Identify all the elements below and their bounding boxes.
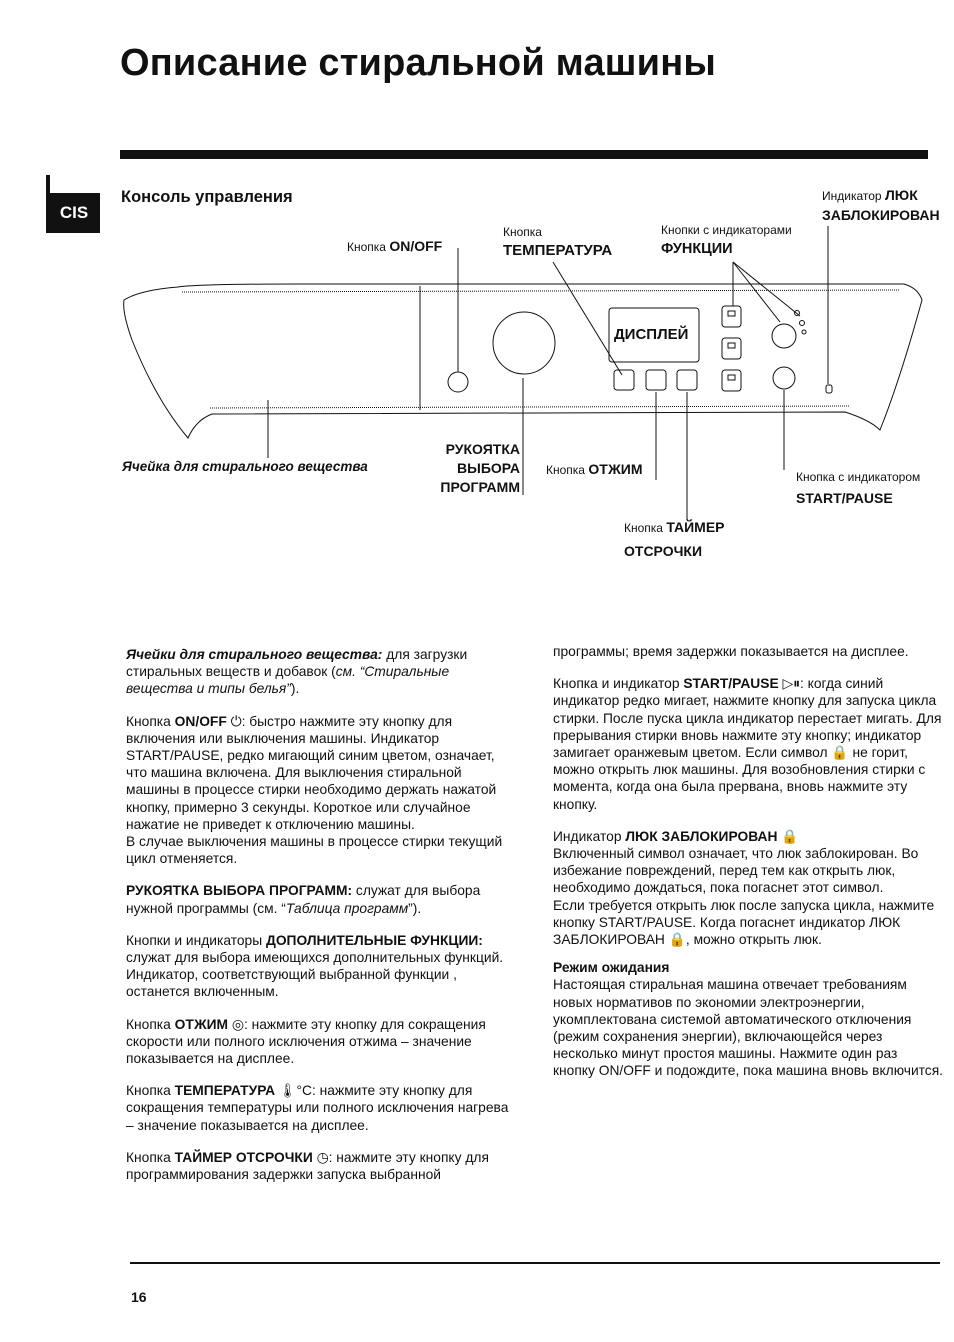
onoff-paragraph: Кнопка ON/OFF ⏻: быстро нажмите эту кнопку для включения или выключения машины. Индикатор START/PAUSE, редко мигающий синим цветом, означает, что машина включена. Для выключения стиральной машины в процессе стирки необходимо держать нажатой кнопку, примерно 3 секунды. Короткое или случайное нажатие не приведет к отключению машины. (126, 713, 497, 832)
lock-paragraph: Индикатор ЛЮК ЗАБЛОКИРОВАН 🔒 Включенный символ означает, что люк заблокирован. Во избежание повреждений, перед тем как открыть люк, необходимо дождаться, пока погаснет этот символ. (553, 828, 919, 896)
page-title: Описание стиральной машины (120, 42, 717, 84)
detergent-callout: Ячейка для стирального вещества (122, 459, 368, 474)
panel-inner-bottom (210, 406, 850, 408)
power-icon: ⏻ (230, 713, 242, 729)
timer-button (677, 370, 697, 390)
start-paragraph: Кнопка и индикатор START/PAUSE ▷⏸: когда синий индикатор редко мигает, нажмите кнопку для запуска цикла стирки. После пуска цикла индикатор перестает мигать. Для прерывания стирки вновь нажмите эту кнопку; индикатор замигает оранжевым цветом. Если символ 🔒 не горит, можно открыть люк машины. Для возобновления стирки с момента, когда она была прервана, вновь нажмите эту кнопку. (553, 676, 942, 812)
footer-rule (130, 1262, 940, 1264)
temperature-callout: Кнопка ТЕМПЕРАТУРА (503, 225, 613, 259)
standby-paragraph: Режим ожидания Настоящая стиральная машина отвечает требованиям новых нормативов по экономии электроэнергии, укомплектована системой автоматического отключения (режим сохранения энергии), включающейся через несколько минут простоя машины. Нажмите один раз кнопку ON/OFF и подождите, пока машина вновь включится. (553, 960, 944, 1079)
left-column (126, 646, 510, 1198)
right-column (553, 643, 943, 1095)
knob-callout: РУКОЯТКА ВЫБОРА ПРОГРАММ (440, 441, 520, 495)
start-pause-button (773, 367, 795, 389)
detergent-paragraph: Ячейки для стирального вещества: для загрузки стиральных веществ и добавок (см. “Стиральные вещества и типы белья”). (126, 647, 468, 697)
display-label: ДИСПЛЕЙ (614, 326, 689, 343)
onoff-callout: Кнопка ON/OFF (347, 238, 443, 254)
temperature-button (614, 370, 634, 390)
timer-callout: Кнопка ТАЙМЕР ОТСРОЧКИ (624, 519, 725, 559)
temperature-paragraph: Кнопка ТЕМПЕРАТУРА 🌡°C: нажмите эту кнопку для сокращения температуры или полного исключения нагрева – значение показывается на дисплее. (126, 1083, 509, 1133)
lock-paragraph-2: Если требуется открыть люк после запуска цикла, нажмите кнопку START/PAUSE. Когда погаснет индикатор ЛЮК ЗАБЛОКИРОВАН 🔒, можно открыть люк. (553, 897, 935, 948)
spin-paragraph: Кнопка ОТЖИМ ◎: нажмите эту кнопку для сокращения скорости или полного исключения отжима – значение показывается на дисплее. (126, 1016, 486, 1067)
region-tab: CIS (48, 193, 100, 233)
spin-button (646, 370, 666, 390)
door-locked-callout: Индикатор ЛЮК ЗАБЛОКИРОВАН (822, 187, 940, 223)
start-callout: Кнопка с индикатором START/PAUSE (796, 470, 921, 506)
start-pause-icon: ▷⏸ (782, 676, 801, 692)
door-locked-led (826, 385, 832, 393)
function-led-3 (728, 375, 735, 380)
functions-callout: Кнопки с индикаторами ФУНКЦИИ (661, 223, 792, 257)
timer-continuation: программы; время задержки показывается на дисплее. (553, 644, 909, 659)
page-number: 16 (131, 1289, 147, 1305)
timer-paragraph: Кнопка ТАЙМЕР ОТСРОЧКИ ◷: нажмите эту кнопку для программирования задержки запуска выбранной (126, 1149, 489, 1183)
panel-inner-top (182, 290, 900, 292)
knob-paragraph: РУКОЯТКА ВЫБОРА ПРОГРАММ: служат для выбора нужной программы (см. “Таблица программ”). (126, 883, 481, 916)
onoff-paragraph-2: В случае выключения машины в процессе стирки текущий цикл отменяется. (126, 834, 503, 867)
spin-icon: ◎ (231, 1016, 244, 1032)
function-led-1 (728, 311, 735, 316)
program-knob (493, 312, 555, 374)
functions-paragraph: Кнопки и индикаторы ДОПОЛНИТЕЛЬНЫЕ ФУНКЦИИ: служат для выбора имеющихся дополнительных функций. Индикатор, соответствующий выбранной функции , останется включенным. (126, 932, 504, 1000)
lock-icon: 🔒 (831, 745, 849, 761)
function-led-2 (728, 343, 735, 348)
spin-callout: Кнопка ОТЖИМ (546, 461, 643, 477)
lock-icon: 🔒 (781, 828, 799, 844)
section-heading: Консоль управления (121, 188, 293, 206)
lock-icon: 🔒 (668, 932, 686, 948)
timer-icon: ◷ (316, 1149, 329, 1165)
thermometer-icon: 🌡°C (279, 1083, 312, 1099)
start-pause-indicator-ring (772, 324, 796, 348)
onoff-button (448, 372, 468, 392)
control-panel-diagram (0, 0, 954, 600)
